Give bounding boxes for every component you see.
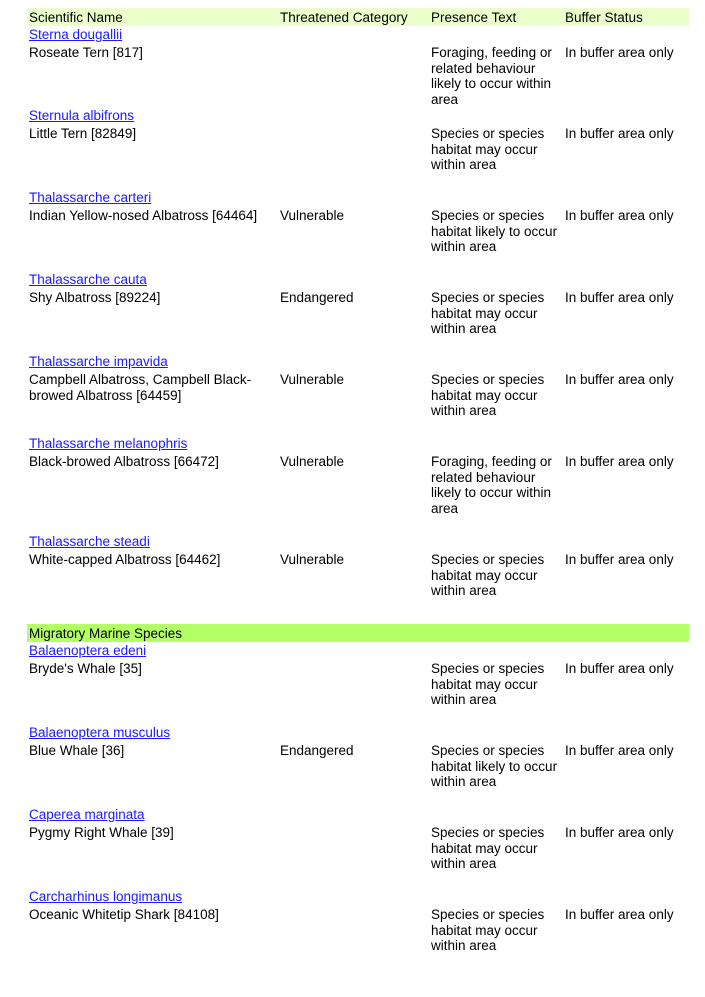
buffer-status: In buffer area only — [565, 45, 674, 60]
species-details — [29, 208, 689, 255]
threatened-category — [280, 825, 431, 872]
common-name: Campbell Albatross, Campbell Black-browed Albatross [64459] — [29, 372, 252, 403]
scientific-name-link[interactable]: Balaenoptera edeni — [29, 643, 147, 658]
threatened-category — [280, 907, 431, 954]
species-row — [27, 436, 689, 533]
scientific-name-link[interactable]: Balaenoptera musculus — [29, 725, 171, 740]
common-name: Roseate Tern [817] — [29, 45, 143, 60]
header-scientific-name: Scientific Name — [29, 9, 123, 25]
buffer-status: In buffer area only — [565, 825, 674, 840]
buffer-status: In buffer area only — [565, 661, 674, 676]
presence-text: Species or species habitat may occur within area — [431, 372, 545, 419]
species-details — [29, 661, 689, 708]
species-details — [29, 825, 689, 872]
buffer-status: In buffer area only — [565, 290, 674, 305]
threatened-category — [280, 126, 431, 173]
scientific-name-link[interactable]: Thalassarche carteri — [29, 190, 152, 205]
threatened-category: Vulnerable — [280, 208, 345, 223]
common-name: Little Tern [82849] — [29, 126, 137, 141]
threatened-category: Endangered — [280, 743, 354, 758]
threatened-category — [280, 661, 431, 708]
presence-text: Species or species habitat likely to occur within area — [431, 743, 558, 790]
buffer-status: In buffer area only — [565, 743, 674, 758]
species-row — [27, 807, 689, 888]
threatened-category: Vulnerable — [280, 454, 345, 469]
buffer-status: In buffer area only — [565, 208, 674, 223]
species-details — [29, 552, 689, 599]
scientific-name-link[interactable]: Sternula albifrons — [29, 108, 135, 123]
threatened-category — [280, 45, 431, 107]
scientific-name-link[interactable]: Thalassarche cauta — [29, 272, 147, 287]
presence-text: Species or species habitat may occur within area — [431, 290, 545, 337]
species-row — [27, 190, 689, 271]
presence-text: Species or species habitat may occur within area — [431, 661, 545, 708]
species-details — [29, 372, 689, 419]
species-row — [27, 354, 689, 435]
scientific-name-link[interactable]: Thalassarche impavida — [29, 354, 168, 369]
buffer-status: In buffer area only — [565, 126, 674, 141]
common-name: Oceanic Whitetip Shark [84108] — [29, 907, 219, 922]
common-name: Indian Yellow-nosed Albatross [64464] — [29, 208, 258, 223]
scientific-name-link[interactable]: Thalassarche melanophris — [29, 436, 188, 451]
scientific-name-link[interactable]: Caperea marginata — [29, 807, 145, 822]
threatened-category: Vulnerable — [280, 552, 345, 567]
presence-text: Foraging, feeding or related behaviour likely to occur within area — [431, 45, 552, 107]
species-group-1 — [27, 27, 689, 615]
scientific-name-link[interactable]: Thalassarche steadi — [29, 534, 150, 549]
species-group-2 — [27, 643, 689, 970]
header-presence-text: Presence Text — [431, 9, 517, 25]
header-buffer-status: Buffer Status — [565, 9, 643, 25]
common-name: Pygmy Right Whale [39] — [29, 825, 174, 840]
common-name: Bryde's Whale [35] — [29, 661, 142, 676]
species-details — [29, 45, 689, 107]
scientific-name-link[interactable]: Carcharhinus longimanus — [29, 889, 183, 904]
presence-text: Species or species habitat may occur within area — [431, 126, 545, 173]
buffer-status: In buffer area only — [565, 372, 674, 387]
species-row — [27, 643, 689, 724]
species-table — [27, 8, 689, 970]
presence-text: Species or species habitat likely to occur within area — [431, 208, 558, 255]
species-details — [29, 743, 689, 790]
species-row — [27, 27, 689, 107]
threatened-category: Vulnerable — [280, 372, 345, 387]
species-row — [27, 272, 689, 353]
table-header — [27, 8, 689, 26]
common-name: Blue Whale [36] — [29, 743, 125, 758]
species-row — [27, 889, 689, 970]
species-details — [29, 126, 689, 173]
buffer-status: In buffer area only — [565, 907, 674, 922]
threatened-category: Endangered — [280, 290, 354, 305]
common-name: Black-browed Albatross [66472] — [29, 454, 219, 469]
buffer-status: In buffer area only — [565, 454, 674, 469]
species-details — [29, 454, 689, 516]
section-title: Migratory Marine Species — [29, 625, 183, 641]
species-row — [27, 534, 689, 615]
species-details — [29, 907, 689, 954]
common-name: Shy Albatross [89224] — [29, 290, 161, 305]
presence-text: Foraging, feeding or related behaviour likely to occur within area — [431, 454, 552, 516]
species-details — [29, 290, 689, 337]
section-header-migratory-marine — [27, 624, 689, 642]
header-threatened-category: Threatened Category — [280, 9, 408, 25]
presence-text: Species or species habitat may occur within area — [431, 552, 545, 599]
species-row — [27, 108, 689, 189]
common-name: White-capped Albatross [64462] — [29, 552, 221, 567]
scientific-name-link[interactable]: Sterna dougallii — [29, 27, 123, 42]
species-row — [27, 725, 689, 806]
buffer-status: In buffer area only — [565, 552, 674, 567]
presence-text: Species or species habitat may occur within area — [431, 907, 545, 954]
presence-text: Species or species habitat may occur within area — [431, 825, 545, 872]
